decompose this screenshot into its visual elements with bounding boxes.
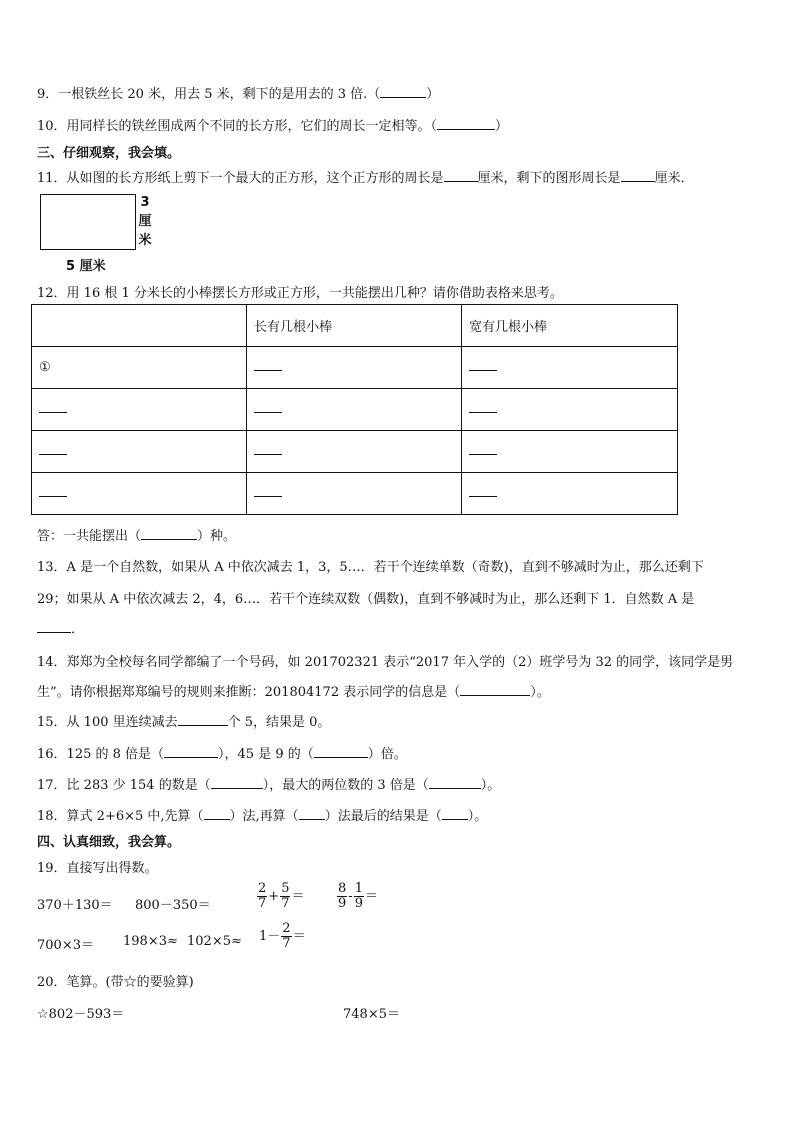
answer-blank-16a[interactable] — [164, 746, 218, 758]
rectangle-bottom-label: 5 厘米 — [66, 259, 106, 274]
answer-blank[interactable] — [469, 448, 497, 455]
expr-102-times-5: 102×5≈ — [187, 934, 242, 949]
question-16: 16．125 的 8 倍是（ ），45 是 9 的（ ）倍。 — [37, 747, 407, 762]
answer-blank-17a[interactable] — [211, 777, 263, 789]
answer-blank-16b[interactable] — [314, 746, 368, 758]
question-10-text: 10．用同样长的铁丝围成两个不同的长方形，它们的周长一定相等。（ — [37, 119, 438, 134]
table-header-cell: 长有几根小棒 — [247, 305, 462, 347]
answer-blank[interactable] — [469, 490, 497, 497]
expr-748-times-5: 748×5＝ — [343, 1007, 400, 1022]
question-13-line1: 13．A 是一个自然数，如果从 A 中依次减去 1，3，5…．若干个连续单数（奇数)，直到不够减时为止，那么还剩下 — [37, 560, 704, 575]
section-4-heading: 四、认真细致，我会算。 — [37, 835, 181, 850]
question-9: 9．一根铁丝长 20 米，用去 5 米，剩下的是用去的 3 倍.（ ） — [37, 87, 440, 102]
question-10: 10．用同样长的铁丝围成两个不同的长方形，它们的周长一定相等。（ ） — [37, 119, 509, 134]
question-17: 17．比 283 少 154 的数是（ ），最大的两位数的 3 倍是（ ）。 — [37, 778, 501, 793]
rectangle-side-label: 3 厘 米 — [138, 195, 152, 248]
expr-700-times-3: 700×3＝ — [37, 938, 94, 953]
question-18: 18．算式 2+6×5 中,先算（ ）法,再算（ ）法最后的结果是（ ）。 — [37, 809, 488, 824]
expr-198-times-3: 198×3≈ — [123, 934, 178, 949]
question-12-text: 12．用 16 根 1 分米长的小棒摆长方形或正方形，一共能摆出几种？请你借助表格来思考。 — [37, 286, 563, 301]
answer-blank[interactable] — [254, 448, 282, 455]
answer-blank[interactable] — [39, 490, 67, 497]
expr-one-minus-fraction: 1－ $\frac{2}{7}$ ＝ — [259, 921, 306, 951]
answer-blank-17b[interactable] — [429, 777, 481, 789]
answer-blank-11b[interactable] — [621, 170, 655, 182]
answer-blank-12[interactable] — [141, 528, 197, 540]
question-11: 11．从如图的长方形纸上剪下一个最大的正方形，这个正方形的周长是 厘米，剩下的图形周长是 厘米． — [37, 171, 694, 186]
answer-blank[interactable] — [39, 448, 67, 455]
answer-blank-9[interactable] — [380, 86, 426, 98]
question-15: 15．从 100 里连续减去 个 5，结果是 0。 — [37, 715, 331, 730]
stick-table — [31, 304, 678, 515]
question-13-line2: 29；如果从 A 中依次减去 2，4，6…．若干个连续双数（偶数)，直到不够减时为止，那么还剩下 1．自然数 A 是 — [37, 592, 695, 607]
section-3-heading: 三、仔细观察，我会填。 — [37, 146, 181, 161]
answer-blank-15[interactable] — [178, 714, 228, 726]
rectangle-figure — [40, 194, 136, 250]
table-row — [32, 389, 678, 431]
answer-blank-10[interactable] — [437, 118, 495, 130]
table-row — [32, 473, 678, 515]
question-9-text: 9．一根铁丝长 20 米，用去 5 米，剩下的是用去的 3 倍.（ — [37, 87, 381, 102]
question-19-title: 19．直接写出得数。 — [37, 861, 158, 876]
answer-blank-18b[interactable] — [299, 808, 325, 820]
answer-blank[interactable] — [254, 364, 282, 371]
table-header-row — [32, 305, 678, 347]
expr-800-minus-350: 800－350＝ — [135, 898, 211, 913]
answer-blank[interactable] — [469, 406, 497, 413]
answer-blank-14[interactable] — [460, 684, 530, 696]
expr-802-minus-593: ☆802－593＝ — [37, 1007, 125, 1022]
question-14-line2: 生”。请你根据郑郑编号的规则来推断：201804172 表示同学的信息是（ ）。 — [37, 685, 550, 700]
answer-blank[interactable] — [469, 364, 497, 371]
table-row — [32, 431, 678, 473]
answer-blank-13[interactable] — [37, 621, 71, 633]
answer-blank-18a[interactable] — [204, 808, 230, 820]
table-header-cell: 宽有几根小棒 — [462, 305, 678, 347]
expr-fraction-add: $\frac{2}{7}$ + $\frac{5}{7}$ ＝ — [258, 881, 305, 911]
answer-blank[interactable] — [254, 406, 282, 413]
table-row — [32, 347, 678, 389]
expr-fraction-subtract: $\frac{8}{9}$ - $\frac{1}{9}$ ＝ — [338, 881, 378, 911]
row-label: ① — [32, 347, 247, 389]
answer-blank[interactable] — [254, 490, 282, 497]
answer-blank-11a[interactable] — [444, 170, 478, 182]
question-14-line1: 14．郑郑为全校每名同学都编了一个号码，如 201702321 表示“2017 年入学的（2）班学号为 32 的同学，该同学是男 — [37, 655, 734, 670]
question-13-line3: ． — [37, 618, 84, 637]
answer-blank[interactable] — [39, 406, 67, 413]
table-header-cell — [32, 305, 247, 347]
expr-370-plus-130: 370＋130＝ — [37, 898, 113, 913]
answer-blank-18c[interactable] — [442, 808, 468, 820]
question-20-title: 20．笔算。(带☆的要验算) — [37, 975, 194, 990]
question-12-answer: 答：一共能摆出（ ）种。 — [37, 529, 237, 544]
